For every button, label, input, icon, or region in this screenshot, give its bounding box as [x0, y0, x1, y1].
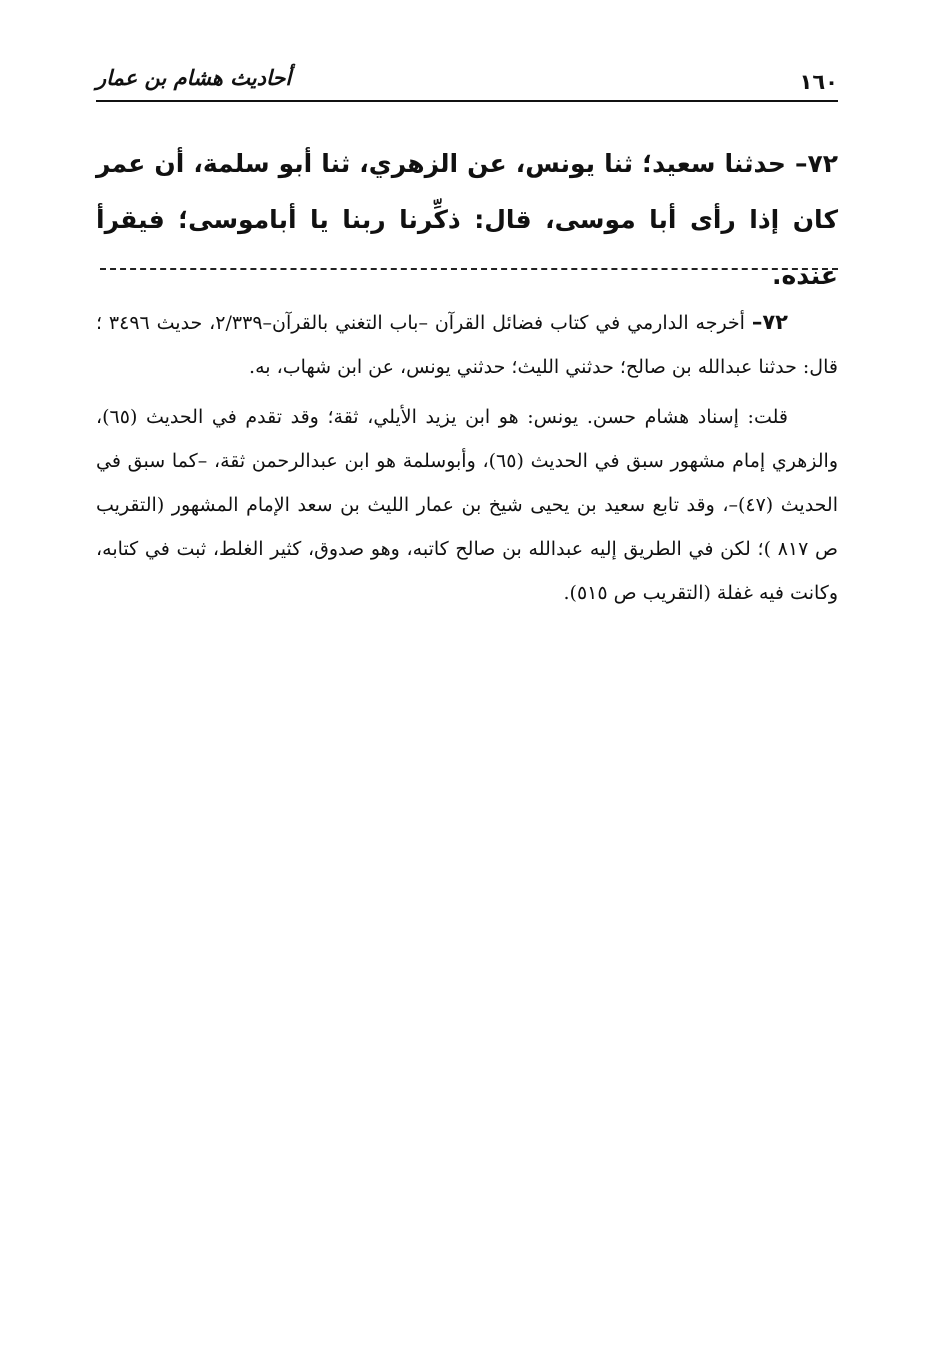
page-number: ١٦٠: [799, 70, 838, 94]
hadith-text-block: [96, 136, 838, 304]
hadith-number: ٧٢–: [794, 149, 838, 178]
book-title: أحاديث هشام بن عمار: [96, 66, 292, 90]
footnotes: [96, 300, 838, 621]
running-header: [96, 60, 838, 102]
takhrij-note: [96, 300, 838, 389]
hadith-body: حدثنا سعيد؛ ثنا يونس، عن الزهري، ثنا أبو سلمة، أن عمر كان إذا رأى أبا موسى، قال: ذكِّرنا ربنا يا أباموسى؛ فيقرأ عنده.: [96, 149, 838, 290]
takhrij-text: أخرجه الدارمي في كتاب فضائل القرآن –باب التغني بالقرآن–٢/٣٣٩، حديث ٣٤٩٦ ؛ قال: حدثنا عبدالله بن صالح؛ حدثني الليث؛ حدثني يونس، عن ابن شهاب، به.: [96, 312, 838, 378]
takhrij-number: ٧٢–: [751, 310, 788, 334]
footnote-separator: [100, 268, 838, 270]
comment-note: قلت: إسناد هشام حسن. يونس: هو ابن يزيد الأيلي، ثقة؛ وقد تقدم في الحديث (٦٥)، والزهري إمام مشهور سبق في الحديث (٦٥)، وأبوسلمة هو ابن عبدالرحمن ثقة، –كما سبق في الحديث (٤٧)–، وقد تابع سعيد بن يحيى شيخ بن عمار الليث بن سعد الإمام المشهور (التقريب ص ٨١٧ )؛ لكن في الطريق إليه عبدالله بن صالح كاتبه، وهو صدوق، كثير الغلط، ثبت في كتابه، وكانت فيه غفلة (التقريب ص ٥١٥).: [96, 406, 839, 604]
